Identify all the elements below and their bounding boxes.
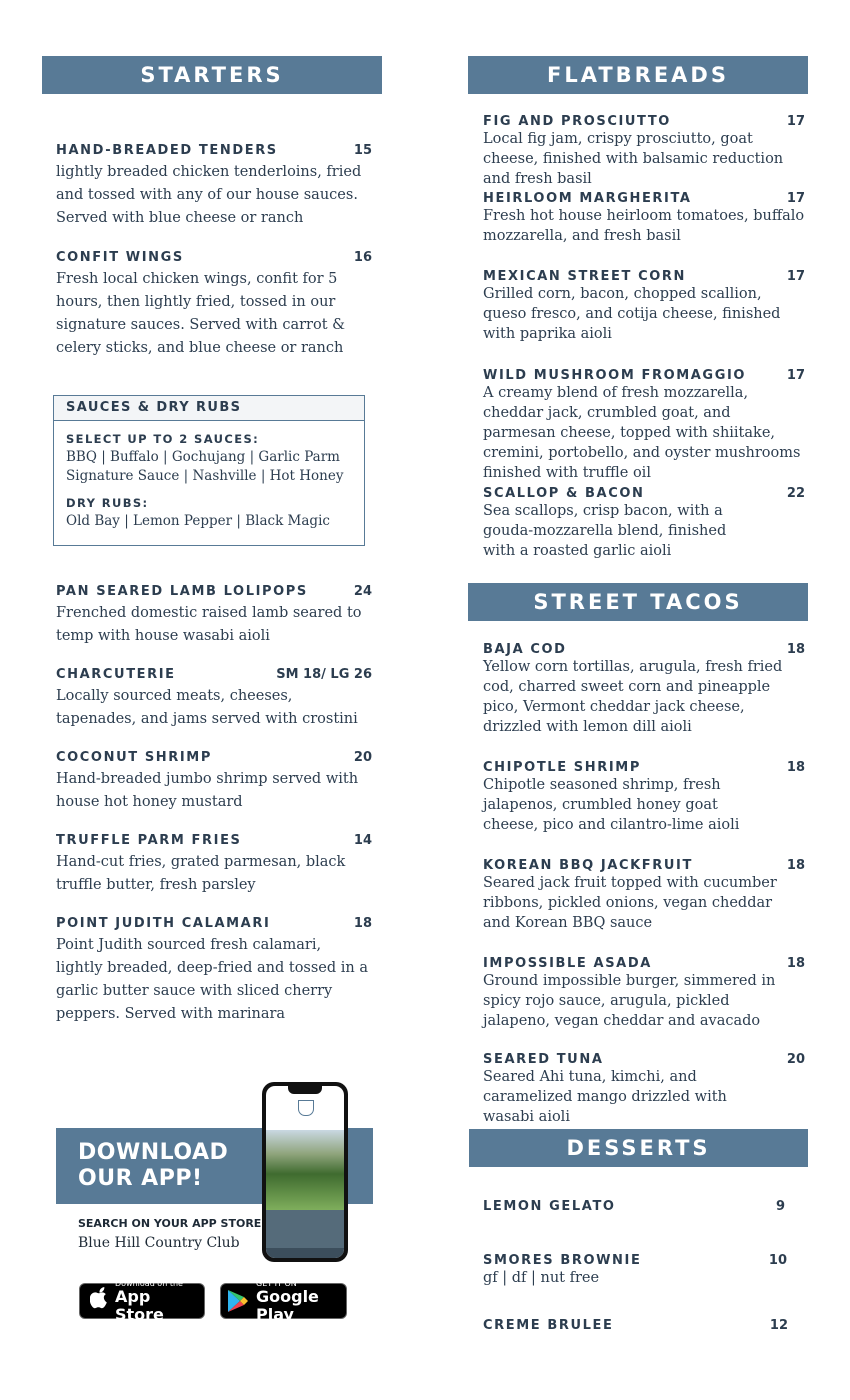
item-name: SMORES BROWNIE	[483, 1253, 642, 1268]
item-name: KOREAN BBQ JACKFRUIT	[483, 858, 693, 873]
dessert-creme-brulee	[483, 1318, 788, 1333]
item-desc: Fresh local chicken wings, confit for 5 hours, then lightly fried, tossed in our signature sauces. Served with carrot & celery sticks, and blue cheese or ranch	[56, 271, 346, 356]
phone-screen	[266, 1086, 344, 1258]
menu-item-mushroom-fromaggio	[483, 368, 805, 483]
phone-tabbar	[266, 1248, 344, 1258]
starters-header: STARTERS	[42, 56, 382, 94]
menu-item-street-corn	[483, 269, 805, 344]
item-price: 20	[786, 1052, 805, 1067]
club-crest-icon	[298, 1100, 314, 1116]
dessert-lemon-gelato	[483, 1199, 785, 1214]
item-price: 16	[353, 250, 372, 265]
sauces-line-1: BBQ | Buffalo | Gochujang | Garlic Parm	[66, 449, 340, 465]
rubs-label: DRY RUBS:	[66, 496, 149, 510]
menu-item-korean-jackfruit	[483, 858, 805, 933]
menu-item-fig-prosciutto	[483, 114, 805, 189]
phone-mockup	[262, 1082, 348, 1262]
item-price: 18	[786, 642, 805, 657]
item-price: 18	[786, 858, 805, 873]
menu-item-wings	[56, 250, 372, 360]
apple-icon	[90, 1287, 108, 1315]
dessert-smores-brownie	[483, 1253, 787, 1288]
item-name: HEIRLOOM MARGHERITA	[483, 191, 692, 206]
item-name: HAND-BREADED TENDERS	[56, 143, 278, 158]
app-title-line-2: OUR APP!	[78, 1166, 203, 1191]
item-price: 18	[353, 916, 372, 931]
item-name: IMPOSSIBLE ASADA	[483, 956, 652, 971]
menu-item-tenders	[56, 143, 372, 230]
item-name: CREME BRULEE	[483, 1318, 614, 1333]
item-name: MEXICAN STREET CORN	[483, 269, 686, 284]
google-play-button[interactable]	[220, 1278, 347, 1324]
item-desc: Yellow corn tortillas, arugula, fresh fried cod, charred sweet corn and pineapple pico, Vermont cheddar jack cheese, drizzled with lemon dill aioli	[483, 659, 783, 735]
item-price: SM 18/ LG 26	[276, 667, 372, 682]
menu-item-seared-tuna	[483, 1052, 805, 1127]
item-desc: Hand-cut fries, grated parmesan, black truffle butter, fresh parsley	[56, 854, 346, 893]
item-price: 20	[353, 750, 372, 765]
app-store-label: App Store	[115, 1286, 164, 1324]
item-name: LEMON GELATO	[483, 1199, 616, 1214]
item-price: 24	[353, 584, 372, 599]
item-desc: Sea scallops, crisp bacon, with a gouda-mozzarella blend, finished with a roasted garlic aioli	[483, 503, 727, 559]
item-name: COCONUT SHRIMP	[56, 750, 212, 765]
google-play-icon	[227, 1289, 249, 1313]
item-name: SCALLOP & BACON	[483, 486, 645, 501]
item-desc: Ground impossible burger, simmered in spicy rojo sauce, arugula, pickled jalapeno, vegan cheddar and avacado	[483, 973, 776, 1029]
item-desc: gf | df | nut free	[483, 1270, 600, 1286]
item-desc: Seared jack fruit topped with cucumber ribbons, pickled onions, vegan cheddar and Korean BBQ sauce	[483, 875, 777, 931]
app-store-button[interactable]	[79, 1278, 205, 1324]
item-name: PAN SEARED LAMB LOLIPOPS	[56, 584, 308, 599]
menu-item-scallop-bacon	[483, 486, 805, 561]
item-price: 22	[786, 486, 805, 501]
app-search-text: SEARCH ON YOUR APP STORE	[78, 1217, 262, 1230]
item-desc: Frenched domestic raised lamb seared to temp with house wasabi aioli	[56, 605, 362, 644]
street-tacos-header: STREET TACOS	[468, 583, 808, 621]
item-price: 17	[786, 368, 805, 383]
sauces-line-2: Signature Sauce | Nashville | Hot Honey	[66, 468, 344, 484]
item-desc: Fresh hot house heirloom tomatoes, buffalo mozzarella, and fresh basil	[483, 208, 805, 244]
item-name: CHIPOTLE SHRIMP	[483, 760, 641, 775]
item-name: WILD MUSHROOM FROMAGGIO	[483, 368, 747, 383]
sauces-title: SAUCES & DRY RUBS	[54, 396, 364, 421]
item-price: 10	[768, 1253, 787, 1268]
item-name: CHARCUTERIE	[56, 667, 176, 682]
item-desc: A creamy blend of fresh mozzarella, cheddar jack, crumbled goat, and parmesan cheese, topped with shiitake, cremini, portobello, and oyster mushrooms finished with truffle oil	[483, 385, 801, 481]
item-desc: Seared Ahi tuna, kimchi, and caramelized mango drizzled with wasabi aioli	[483, 1069, 727, 1125]
item-desc: Hand-breaded jumbo shrimp served with house hot honey mustard	[56, 771, 359, 810]
phone-info-panel	[266, 1210, 344, 1248]
item-price: 12	[769, 1318, 788, 1333]
item-price: 17	[786, 114, 805, 129]
menu-item-charcuterie	[56, 667, 372, 731]
club-name: Blue Hill Country Club	[78, 1235, 240, 1251]
item-price: 17	[786, 269, 805, 284]
menu-item-lamb	[56, 584, 372, 648]
item-name: FIG AND PROSCIUTTO	[483, 114, 671, 129]
flatbreads-header: FLATBREADS	[468, 56, 808, 94]
desserts-header: DESSERTS	[469, 1129, 808, 1167]
item-desc: Point Judith sourced fresh calamari, lightly breaded, deep-fried and tossed in a garlic butter sauce with sliced cherry peppers. Served with marinara	[56, 937, 369, 1022]
item-desc: Chipotle seasoned shrimp, fresh jalapenos, crumbled honey goat cheese, pico and cilantro-lime aioli	[483, 777, 740, 833]
menu-item-impossible-asada	[483, 956, 805, 1031]
item-price: 15	[353, 143, 372, 158]
item-price: 18	[786, 760, 805, 775]
item-desc: lightly breaded chicken tenderloins, fried and tossed with any of our house sauces. Served with blue cheese or ranch	[56, 164, 362, 226]
item-price: 17	[786, 191, 805, 206]
phone-golf-image	[266, 1130, 344, 1210]
menu-item-heirloom-margherita	[483, 191, 805, 246]
item-desc: Locally sourced meats, cheeses, tapenades, and jams served with crostini	[56, 688, 358, 727]
rubs-line: Old Bay | Lemon Pepper | Black Magic	[66, 513, 330, 529]
sauces-box	[53, 395, 365, 546]
menu-item-coconut-shrimp	[56, 750, 372, 814]
menu-item-chipotle-shrimp	[483, 760, 805, 835]
google-play-label: Google Play	[256, 1286, 319, 1324]
item-name: BAJA COD	[483, 642, 567, 657]
google-play-small: GET IT ON	[256, 1278, 297, 1288]
menu-item-baja-cod	[483, 642, 805, 737]
sauces-select-label: SELECT UP TO 2 SAUCES:	[66, 432, 260, 446]
item-price: 9	[775, 1199, 785, 1214]
app-store-small: Download on the	[115, 1278, 183, 1288]
menu-item-truffle-fries	[56, 833, 372, 897]
app-title	[78, 1140, 228, 1192]
item-price: 14	[353, 833, 372, 848]
menu-item-calamari	[56, 916, 372, 1026]
app-title-line-1: DOWNLOAD	[78, 1140, 229, 1165]
item-name: POINT JUDITH CALAMARI	[56, 916, 271, 931]
item-price: 18	[786, 956, 805, 971]
item-name: CONFIT WINGS	[56, 250, 184, 265]
item-name: TRUFFLE PARM FRIES	[56, 833, 242, 848]
item-desc: Local fig jam, crispy prosciutto, goat cheese, finished with balsamic reduction and fresh basil	[483, 131, 784, 187]
item-desc: Grilled corn, bacon, chopped scallion, queso fresco, and cotija cheese, finished with paprika aioli	[483, 286, 781, 342]
phone-notch-icon	[288, 1086, 322, 1094]
item-name: SEARED TUNA	[483, 1052, 604, 1067]
